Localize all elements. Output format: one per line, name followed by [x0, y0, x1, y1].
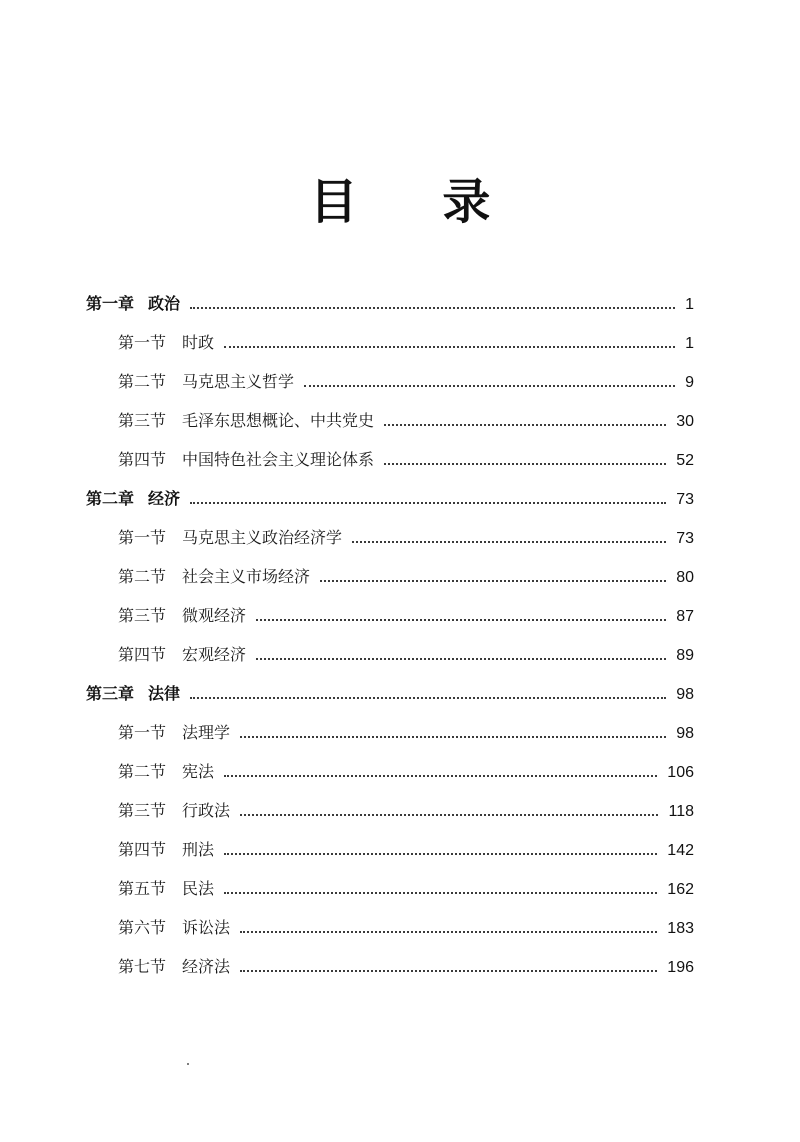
- toc-entry-name: 宪法: [182, 762, 215, 781]
- toc-entry-label: 第一节: [118, 528, 167, 547]
- dot-leader: [190, 697, 666, 699]
- toc-page-number: 80: [676, 569, 694, 586]
- toc-page-number: 183: [667, 920, 694, 937]
- toc-section-3-6[interactable]: [118, 908, 694, 947]
- toc-entry-label: 第四节: [118, 840, 167, 859]
- toc-section-1-1[interactable]: [118, 323, 694, 362]
- dot-leader: [256, 619, 666, 621]
- toc-entry-name: 行政法: [182, 801, 231, 820]
- toc-section-2-2[interactable]: [118, 557, 694, 596]
- dot-leader: [190, 307, 675, 309]
- toc-entry-name: 中国特色社会主义理论体系: [182, 450, 375, 469]
- toc-section-3-7[interactable]: [118, 947, 694, 986]
- toc-entry-label: 第二节: [118, 372, 167, 391]
- toc-section-3-3[interactable]: [118, 791, 694, 830]
- dot-leader: [384, 424, 666, 426]
- toc-entry-label: 第五节: [118, 879, 167, 898]
- toc-entry-label: 第二章: [86, 489, 135, 508]
- toc-entry-name: 马克思主义哲学: [182, 372, 295, 391]
- dot-leader: [224, 775, 657, 777]
- toc-section-1-3[interactable]: [118, 401, 694, 440]
- toc-page-number: 73: [676, 530, 694, 547]
- toc-entry-label: 第四节: [118, 645, 167, 664]
- dot-leader: [240, 814, 658, 816]
- dot-leader: [224, 892, 657, 894]
- toc-page-number: 87: [676, 608, 694, 625]
- toc-entry-label: 第三节: [118, 411, 167, 430]
- toc-page-number: 1: [685, 335, 694, 352]
- toc-section-3-4[interactable]: [118, 830, 694, 869]
- dot-leader: [224, 346, 675, 348]
- toc-section-2-3[interactable]: [118, 596, 694, 635]
- toc-page-number: 196: [667, 959, 694, 976]
- toc-section-3-1[interactable]: [118, 713, 694, 752]
- page-title: 目 录: [309, 174, 525, 230]
- toc-page-number: 142: [667, 842, 694, 859]
- toc-entry-name: 诉讼法: [182, 918, 231, 937]
- toc-entry-label: 第一章: [86, 294, 135, 313]
- toc-entry-label: 第二节: [118, 762, 167, 781]
- dot-leader: [190, 502, 666, 504]
- toc-entry-name: 刑法: [182, 840, 215, 859]
- dot-leader: [240, 736, 666, 738]
- stray-dot-mark: [187, 1063, 189, 1065]
- toc-entry-name: 法律: [148, 684, 181, 703]
- toc-entry-label: 第一节: [118, 333, 167, 352]
- toc-entry-label: 第二节: [118, 567, 167, 586]
- toc-page-number: 162: [667, 881, 694, 898]
- toc-entry-label: 第一节: [118, 723, 167, 742]
- toc-entry-label: 第三章: [86, 684, 135, 703]
- toc-entry-name: 经济: [148, 489, 181, 508]
- dot-leader: [256, 658, 666, 660]
- toc-section-3-2[interactable]: [118, 752, 694, 791]
- toc-entry-label: 第七节: [118, 957, 167, 976]
- toc-entry-name: 法理学: [182, 723, 231, 742]
- toc-chapter-1[interactable]: [86, 284, 694, 323]
- toc-page-number: 89: [676, 647, 694, 664]
- toc-page-number: 118: [668, 803, 694, 820]
- toc-section-2-4[interactable]: [118, 635, 694, 674]
- toc-entry-name: 马克思主义政治经济学: [182, 528, 343, 547]
- toc-entry-name: 时政: [182, 333, 215, 352]
- toc-entry-name: 经济法: [182, 957, 231, 976]
- dot-leader: [240, 970, 657, 972]
- toc-page-number: 9: [685, 374, 694, 391]
- toc-entry-label: 第四节: [118, 450, 167, 469]
- toc-entry-name: 社会主义市场经济: [182, 567, 311, 586]
- toc-section-3-5[interactable]: [118, 869, 694, 908]
- dot-leader: [240, 931, 657, 933]
- toc-page-number: 106: [667, 764, 694, 781]
- dot-leader: [304, 385, 675, 387]
- toc-section-1-4[interactable]: [118, 440, 694, 479]
- toc-page-number: 52: [676, 452, 694, 469]
- toc-section-1-2[interactable]: [118, 362, 694, 401]
- toc-page-number: 98: [676, 686, 694, 703]
- toc-entry-label: 第三节: [118, 801, 167, 820]
- dot-leader: [320, 580, 666, 582]
- toc-page-number: 73: [676, 491, 694, 508]
- toc-section-2-1[interactable]: [118, 518, 694, 557]
- toc-page-number: 98: [676, 725, 694, 742]
- toc-page-number: 30: [676, 413, 694, 430]
- dot-leader: [384, 463, 666, 465]
- toc-entry-name: 微观经济: [182, 606, 247, 625]
- dot-leader: [224, 853, 657, 855]
- dot-leader: [352, 541, 666, 543]
- toc-entry-label: 第三节: [118, 606, 167, 625]
- toc-page-number: 1: [685, 296, 694, 313]
- toc-entry-name: 政治: [148, 294, 181, 313]
- toc-entry-label: 第六节: [118, 918, 167, 937]
- toc-entry-name: 宏观经济: [182, 645, 247, 664]
- toc-chapter-2[interactable]: [86, 479, 694, 518]
- toc-entry-name: 毛泽东思想概论、中共党史: [182, 411, 375, 430]
- toc-entry-name: 民法: [182, 879, 215, 898]
- toc-chapter-3[interactable]: [86, 674, 694, 713]
